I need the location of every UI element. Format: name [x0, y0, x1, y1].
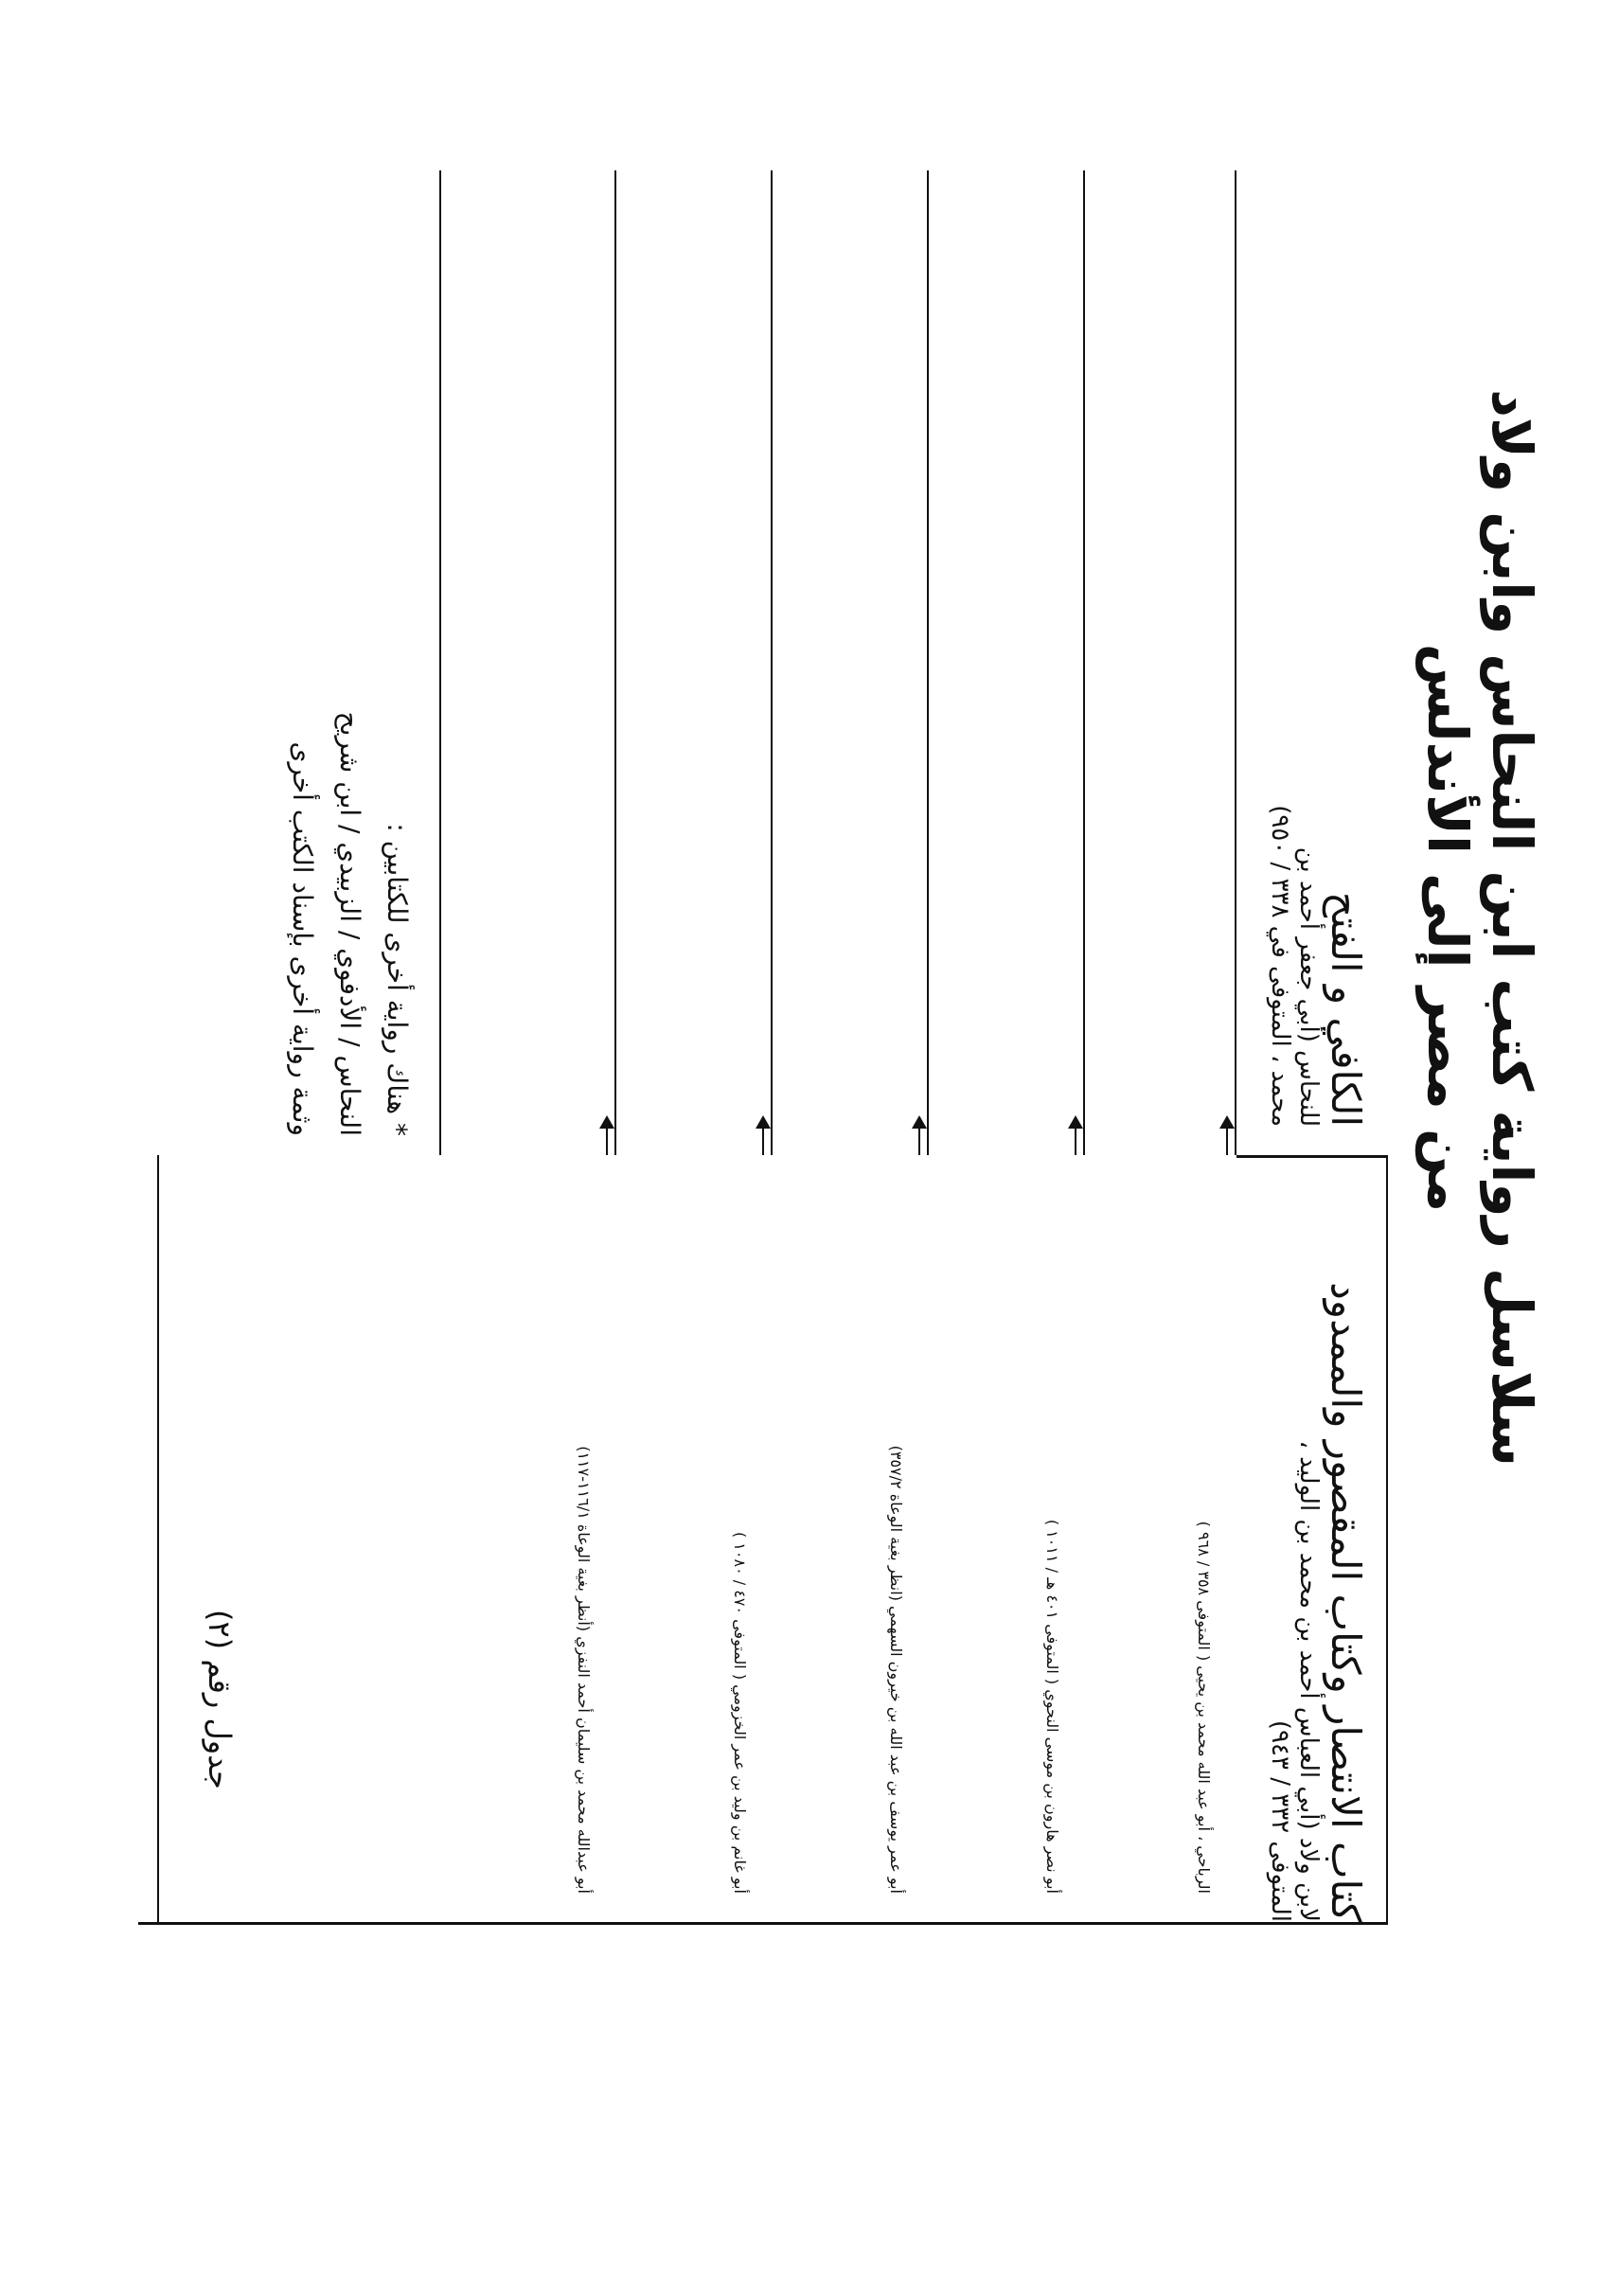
header-left-cell [1266, 1155, 1369, 1922]
note-line-2: النحاس / الأدفوي / الزبيدي / ابن شريح [334, 711, 365, 1136]
note-line-1: * هناك رواية أخرى للكتابين : [382, 823, 413, 1136]
header-right-date: محمد ، المتوفى في ٣٣٨ / ٩٥٠) [1266, 805, 1294, 1127]
chain-item: أبو غانم بن وليد بن عمر الخزومي ( المتوفى ٤٧٠ / ١٠٨٠ ) [731, 1531, 749, 1894]
header-left-author: لابن ولاد (أبي العباس أحمد بن محمد بن الوليد ، [1294, 1440, 1323, 1922]
chain-row-4 [607, 170, 749, 1922]
chain-row-5 [451, 170, 593, 1922]
row-divider [927, 170, 929, 1155]
table-caption: جدول رقم (٢) [202, 1610, 238, 1789]
outer-border-line [138, 1922, 1388, 1925]
arrow-icon [754, 1117, 773, 1155]
row-divider [614, 170, 616, 1155]
chain-item: الرباحي ، أبو عبد الله محمد بن يحيى ( المتوفى ٣٥٨ / ٩٦٨ ) [1195, 1521, 1213, 1894]
arrow-icon [910, 1117, 929, 1155]
arrow-icon [597, 1117, 616, 1155]
header-left-date: المتوفى ٣٣٢ / ٩٤٣) [1266, 1719, 1294, 1922]
chain-item: أبو عمر يوسف بن عبد الله بن خيرون السهمي (انظر بغية الوعاة ٣٥٧/٢) [887, 1445, 905, 1894]
header-right-cell [1266, 170, 1369, 1155]
header-row [1246, 170, 1369, 1922]
chain-item: أبو نصر هارون بن موسى النحوي ( المتوفى ٤٠١ هـ / ١٠١١ ) [1043, 1519, 1061, 1894]
row-divider [1083, 170, 1085, 1155]
chain-row-2 [919, 170, 1061, 1922]
header-divider [1236, 1155, 1388, 1158]
row-divider [771, 170, 773, 1155]
chain-row-3 [763, 170, 905, 1922]
row-divider [439, 170, 441, 1155]
header-right-title: الكافي و الفتح [1323, 891, 1369, 1127]
arrow-icon [1218, 1117, 1236, 1155]
note-line-3: وثمة رواية أخرى بإسناد الكتب أخرى [287, 741, 318, 1136]
header-left-title: كتاب الانتصار وكتاب المقصور والممدود [1323, 1282, 1369, 1922]
header-right-author: للنحاس (أبي جعفر أحمد بن [1294, 846, 1323, 1127]
chain-row-1 [1071, 170, 1213, 1922]
chain-item: أبو عبدالله محمد بن سليمان أحمد النفزي (أنظر بغية الوعاة ١١٦/١-١١٧) [575, 1446, 593, 1894]
arrow-icon [1066, 1117, 1085, 1155]
row-divider [1235, 170, 1236, 1155]
chain-table [157, 170, 1388, 1922]
page-title: سلاسل رواية كتب ابن النحاس وابن ولاد من مصر إلى الأندلس [1415, 389, 1544, 1467]
